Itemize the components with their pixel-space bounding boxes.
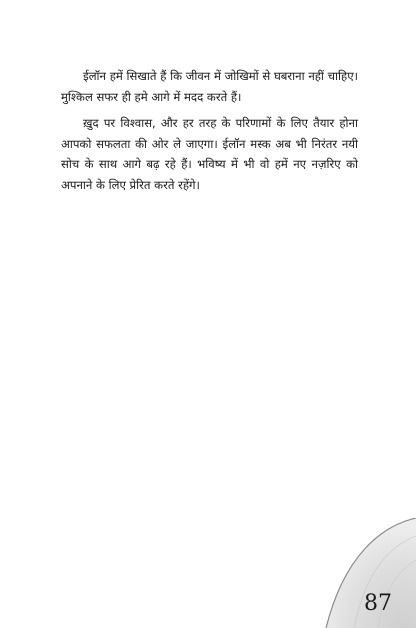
paragraph-2: ख़ुद पर विश्वास, और हर तरह के परिणामों के लिए तैयार होना आपको सफलता की ओर ले जाएगा। ईलॉन मस्क अब भी निरंतर नयी सोच के साथ आगे बढ़ रहे हैं। भविष्य में भी वो हमें नए नज़रिए को अपनाने के लिए प्रेरित करते रहेंगे। [61, 116, 358, 192]
corner-decoration-icon [286, 518, 416, 628]
paragraph-1: ईलॉन हमें सिखाते हैं कि जीवन में जोखिमों से घबराना नहीं चाहिए। मुश्किल सफर ही हमे आगे में मदद करते हैं। [61, 69, 358, 104]
page-number: 87 [364, 591, 392, 616]
page-body [61, 66, 358, 195]
